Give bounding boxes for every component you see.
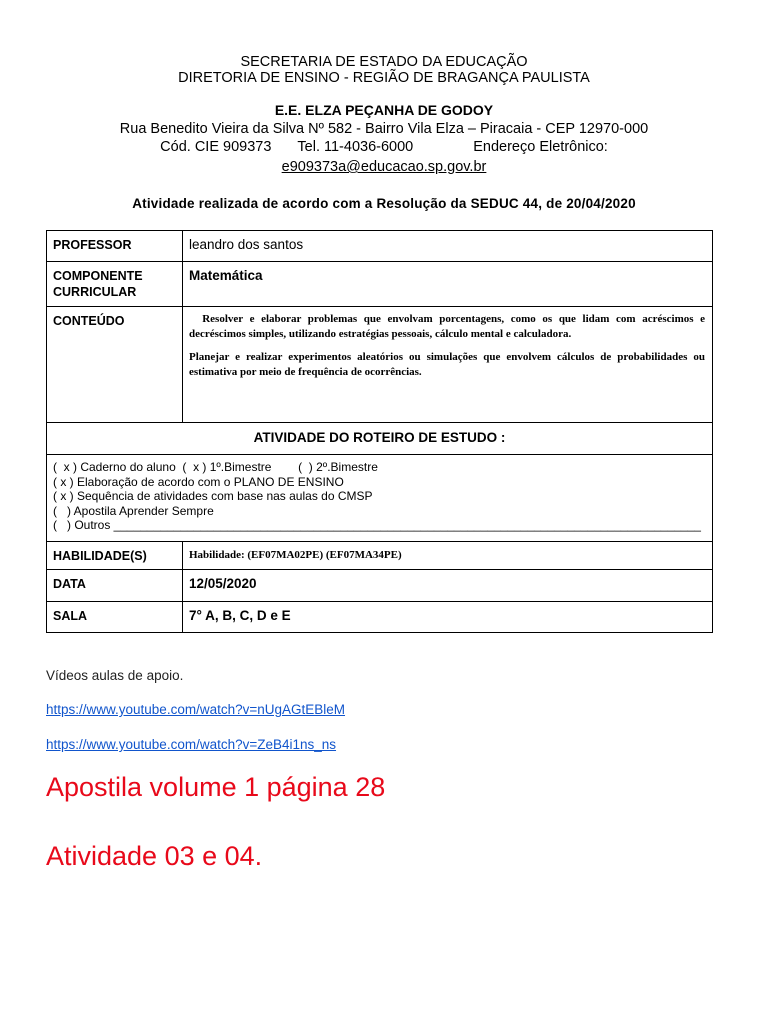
resolution-note: Atividade realizada de acordo com a Resolução da SEDUC 44, de 20/04/2020: [132, 196, 636, 211]
school-email-link[interactable]: e909373a@educacao.sp.gov.br: [281, 159, 487, 175]
school-address: Rua Benedito Vieira da Silva Nº 582 - Bairro Vila Elza – Piracaia - CEP 12970-000: [119, 121, 649, 137]
diretoria-heading: DIRETORIA DE ENSINO - REGIÃO DE BRAGANÇA PAULISTA: [178, 70, 590, 86]
apostila-reference: Apostila volume 1 página 28: [46, 772, 386, 802]
school-name: E.E. ELZA PEÇANHA DE GODOY: [274, 102, 494, 118]
componente-row: [47, 262, 713, 307]
checklist-item: ( x ) Elaboração de acordo com o PLANO DE ENSINO: [53, 474, 344, 489]
phone-number: Tel. 11-4036-6000: [297, 139, 414, 155]
sala-value: 7° A, B, C, D e E: [183, 602, 713, 633]
activity-checklist: [47, 455, 713, 542]
checklist-item: ( ) Outros ________________________________________________________________________________________: [53, 518, 701, 532]
conteudo-label: CONTEÚDO: [47, 307, 183, 423]
cie-code: Cód. CIE 909373: [160, 139, 272, 155]
videos-label: Vídeos aulas de apoio.: [46, 668, 184, 683]
school-contact-line: [0, 138, 768, 156]
professor-label: PROFESSOR: [47, 231, 183, 262]
conteudo-value: [183, 307, 713, 423]
habilidade-value: Habilidade: (EF07MA02PE) (EF07MA34PE): [183, 542, 713, 570]
data-label: DATA: [47, 570, 183, 602]
video-link-1[interactable]: https://www.youtube.com/watch?v=nUgAGtEBleM: [46, 702, 346, 717]
email-label: Endereço Eletrônico:: [473, 139, 608, 155]
componente-label: [47, 262, 183, 307]
habilidade-row: [47, 542, 713, 570]
professor-row: [47, 231, 713, 262]
sala-label: SALA: [47, 602, 183, 633]
activity-title-row: [47, 423, 713, 455]
checklist-item: ( ) Apostila Aprender Sempre: [53, 503, 214, 518]
conteudo-paragraph-1: Resolver e elaborar problemas que envolvam porcentagens, como os que lidam com acréscimos e decréscimos simples, utilizando estratégias pessoais, cálculo mental e calculadora.: [189, 313, 708, 340]
conteudo-row: [47, 307, 713, 423]
checklist-item: ( x ) Sequência de atividades com base nas aulas do CMSP: [53, 489, 373, 503]
atividade-reference: Atividade 03 e 04.: [46, 841, 263, 871]
componente-value: Matemática: [183, 262, 713, 307]
checklist-row: [47, 455, 713, 542]
componente-label-line2: CURRICULAR: [53, 285, 137, 299]
email-line: [0, 158, 768, 176]
video-link-2[interactable]: https://www.youtube.com/watch?v=ZeB4i1ns_ns: [46, 737, 337, 752]
activity-form-table: [46, 230, 713, 633]
data-row: [47, 570, 713, 602]
activity-title: ATIVIDADE DO ROTEIRO DE ESTUDO :: [47, 423, 713, 455]
habilidade-label: HABILIDADE(S): [47, 542, 183, 570]
componente-label-line1: COMPONENTE: [53, 269, 143, 283]
checklist-item: ( x ) Caderno do aluno ( x ) 1º.Bimestre ( ) 2º.Bimestre: [53, 460, 378, 474]
data-value: 12/05/2020: [183, 570, 713, 602]
conteudo-paragraph-2: Planejar e realizar experimentos aleatórios ou simulações que envolvem cálculos de probabilidades ou estimativa por meio de frequência de ocorrências.: [189, 351, 705, 378]
secretaria-heading: SECRETARIA DE ESTADO DA EDUCAÇÃO: [240, 54, 528, 70]
sala-row: [47, 602, 713, 633]
professor-value: leandro dos santos: [183, 231, 713, 262]
